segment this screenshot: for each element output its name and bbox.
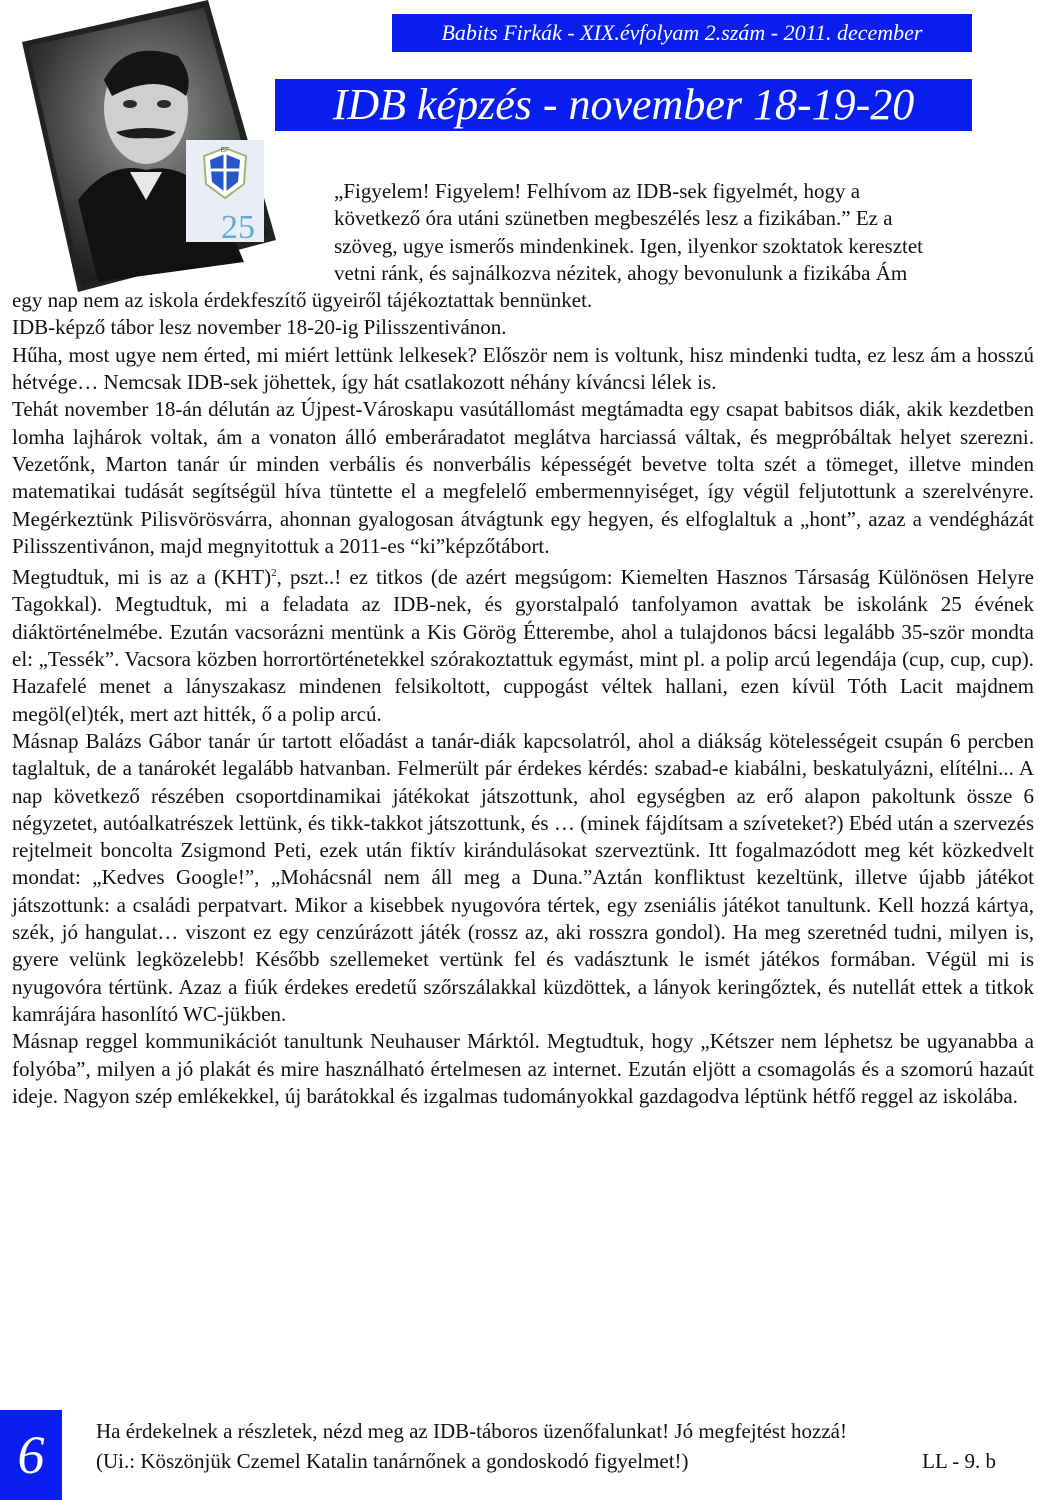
intro-line: vetni ránk, és sajnálkozva nézitek, ahogy bevonulunk a fizikába Ám: [334, 260, 908, 285]
paragraph-text: , pszt..! ez titkos (de azért megsúgom: Kiemelten Hasznos Társaság Különösen Helyre Tagokkal). Megtudtuk, mi a feladata az IDB-nek, és gyorstalpaló tanfolyamon avattak be iskolánk 25 évének diáktörténelmébe. Ezután vacsorázni mentünk a Kis Görög Étterembe, ahol a tulajdonos bácsi legalább 35-ször mondta el: „Tessék”. Vacsora közben horrortörténetekkel szórakoztattuk egymást, mint pl. a polip arcú legendája (cup, cup, cup). Hazafelé menet a lányszakasz mindenen felsikoltott, cuppogást véltek hallani, ezen kívül Tóth Lacit majdnem megöl(el)ték, mert azt hitték, ő a polip arcú.: [12, 565, 1034, 726]
paragraph: Hűha, most ugye nem érted, mi miért lettünk lelkesek? Először nem is voltunk, hisz mindenki tudta, ez lesz ám a hosszú hétvége… Nemcsak IDB-sek jöhettek, így hát csatlakozott néhány kíváncsi lélek is.: [12, 342, 1034, 395]
intro-line: következő óra utáni szünetben megbeszélés lesz a fizikában.” Ez a: [334, 206, 893, 231]
intro-line: „Figyelem! Figyelem! Felhívom az IDB-sek figyelmét, hogy a: [334, 179, 861, 203]
footer-line: (Ui.: Köszönjük Czemel Katalin tanárnőnek a gondoskodó figyelmet!): [96, 1449, 689, 1473]
issue-banner: [392, 14, 972, 52]
footer: [96, 1416, 996, 1476]
logo-number: 25: [221, 209, 255, 242]
footer-row: [96, 1446, 996, 1476]
paragraph: [12, 560, 1034, 728]
paragraph: Tehát november 18-án délután az Újpest-Városkapu vasútállomást megtámadta egy csapat babitsos diák, akik kezdetben lomha lajhárok voltak, ám a vonaton álló emberáradatot meglátva harciassá váltak, és megpróbáltak helyet szerezni. Vezetőnk, Marton tanár úr minden verbális és nonverbális képességét bevetve tolta szét a tömeget, illetve minden matematikai tudását segítségül híva tüntette el a megfelelő embermennyiséget, így végül feljutottunk a szerelvényre. Megérkeztünk Pilisvörösvárra, ahonnan gyalogosan átvágtunk egy hegyen, és elfoglaltuk a „hont”, azaz a vendégházát Pilisszentivánon, majd megnyitottuk a 2011-es “ki”képzőtábort.: [12, 397, 1034, 558]
article-title: IDB képzés - november 18-19-20: [332, 80, 915, 129]
paragraph-text: Megtudtuk, mi is az a (KHT): [12, 565, 272, 590]
page-number: 6: [17, 1425, 45, 1485]
page-number-badge: [0, 1410, 62, 1500]
title-banner: [275, 79, 972, 131]
paragraph: IDB-képző tábor lesz november 18-20-ig Pilisszentivánon.: [12, 315, 507, 340]
author-signature: LL - 9. b: [922, 1449, 996, 1473]
article-body: [12, 178, 1034, 1110]
paragraph: Másnap Balázs Gábor tanár úr tartott előadást a tanár-diák kapcsolatról, ahol a diákság kötelességeit csupán 6 percben taglaltuk, de a tanárokét legalább hatvanban. Felmerült pár érdekes kérdés: szabad-e kiabálni, beskatulyázni, elítélni... A nap következő részében csoportdinamikai játékokat játszottunk, ahol egységben az erő alapon pakoltunk össze 6 négyzetet, autóalkatrészek lettünk, és tikk-takkot játszottunk, és … (minek fájdítsam a szíveteket?) Ebéd után a szervezés rejtelmeit boncolta Zsigmond Peti, ezek után fiktív kirándulásokat szerveztünk. Itt fogalmazódott meg két közkedvelt mondat: „Kedves Google!”, „Mohácsnál nem áll meg a Duna.”Aztán konfliktust kezeltünk, illetve újabb játékot játszottunk: a családi perpatvart. Mikor a kisebbek nyugovóra tértek, egy zseniális játékot tanultunk. Kell hozzá kártya, szék, jó hangulat… viszont ez egy cenzúrázott játék (rossz az, aki rosszra gondol). Ha meg szeretnéd tudni, milyen is, gyere velünk legközelebb! Később szellemeket vertünk fel és vadásztunk le ismét játékos formában. Végül mi is nyugovóra tértünk. Azaz a fiúk érdekes eredetű szőrszálakkal küzdöttek, a lányok keringőztek, és nutellát ettek a titkok kamrájára hasonlító WC-jükben.: [12, 728, 1034, 1026]
issue-text: Babits Firkák - XIX.évfolyam 2.szám - 2011. december: [441, 20, 923, 45]
logo-initials: BF: [220, 147, 230, 154]
intro-line: szöveg, ugye ismerős mindenkinek. Igen, ilyenkor szoktatok keresztet: [334, 233, 924, 258]
paragraph: Másnap reggel kommunikációt tanultunk Neuhauser Márktól. Megtudtuk, hogy „Kétszer nem léphetsz be ugyanabba a folyóba”, milyen a jó plakát és mire használható értelmesen az internet. Ezután eljött a csomagolás és a szomorú hazaút ideje. Nagyon szép emlékekkel, új barátokkal és izgalmas tudományokkal gazdagodva léptünk hétfő reggel az iskolába.: [12, 1029, 1034, 1108]
superscript: 2: [271, 567, 277, 580]
intro-indented-block: [334, 178, 1034, 287]
intro-continuation: egy nap nem az iskola érdekfeszítő ügyeiről tájékoztattak bennünket.: [12, 288, 593, 313]
footer-line: Ha érdekelnek a részletek, nézd meg az IDB-táboros üzenőfalunkat! Jó megfejtést hozzá!: [96, 1419, 847, 1443]
